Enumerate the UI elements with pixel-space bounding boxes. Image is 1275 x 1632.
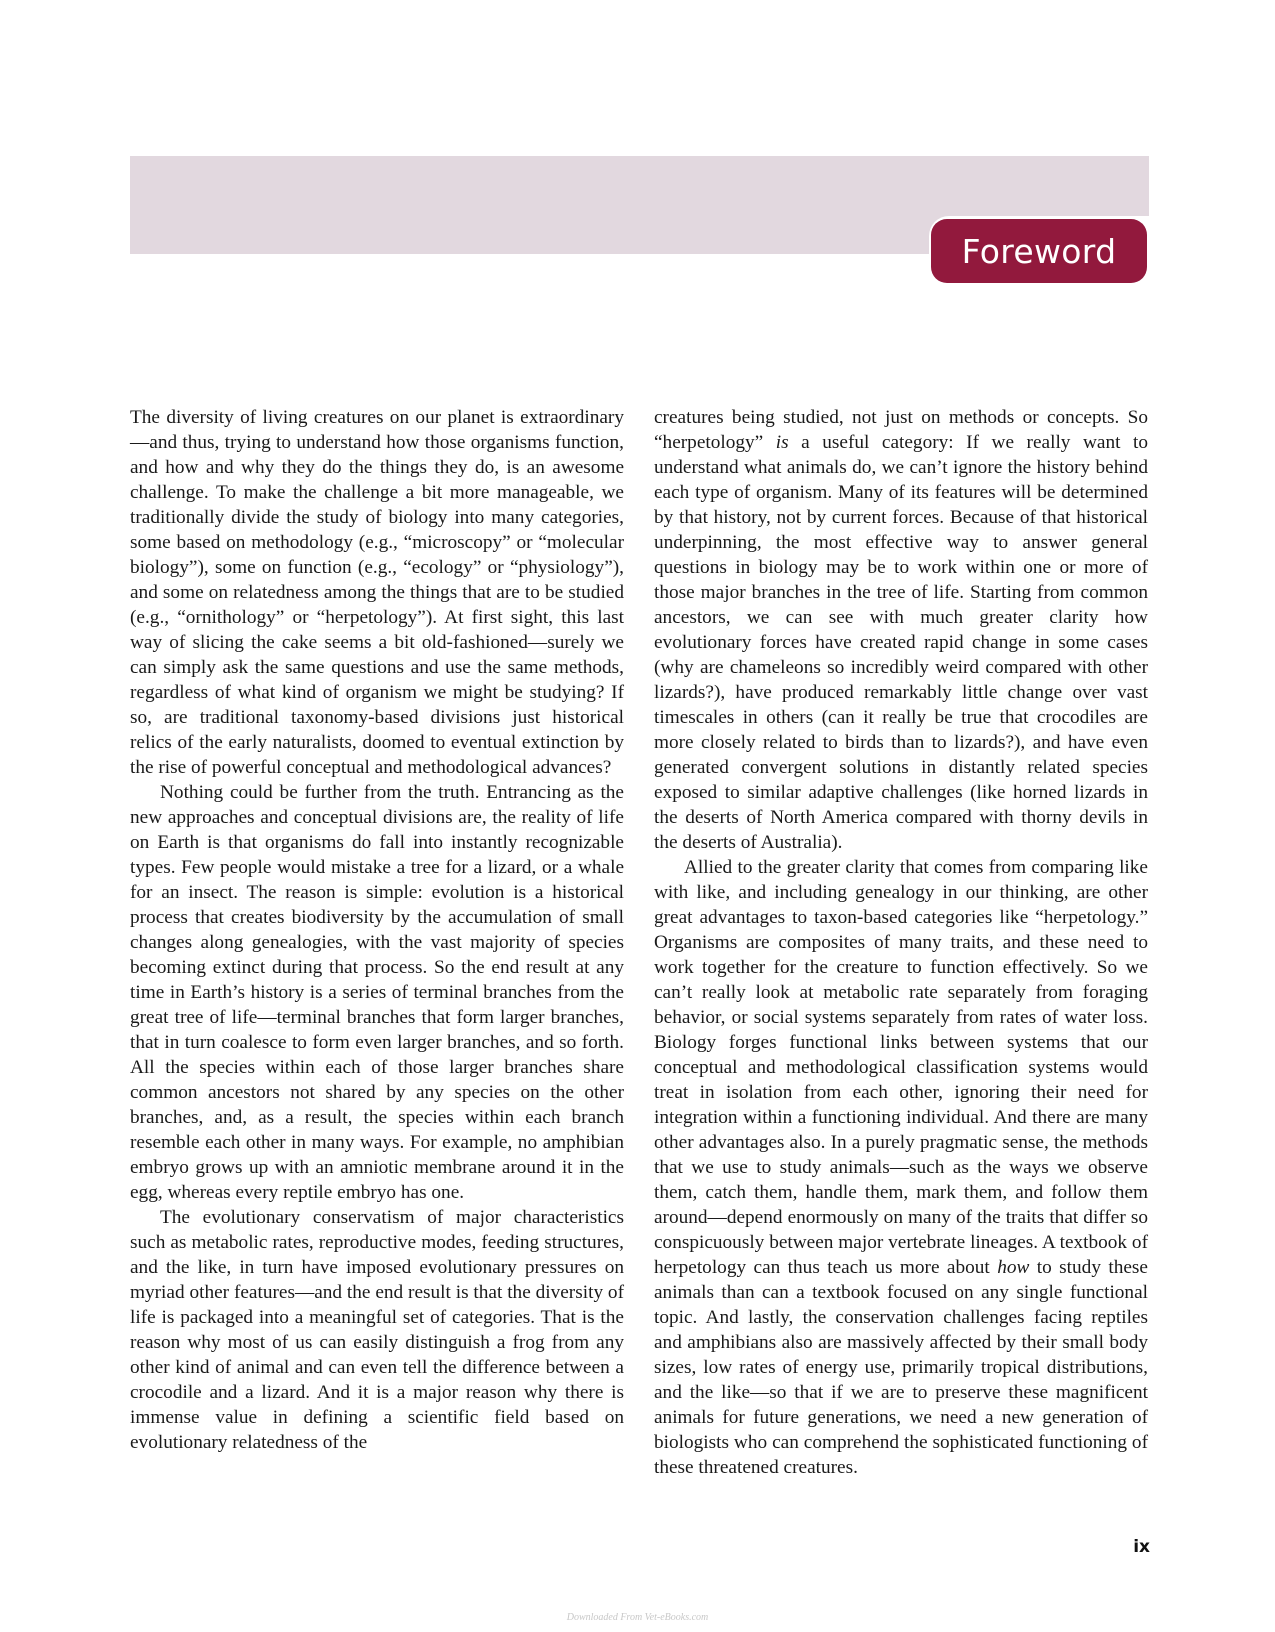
emphasis-text: how bbox=[997, 1257, 1030, 1278]
chapter-title: Foreword bbox=[961, 231, 1117, 271]
text-run: creatures being studied, not just on methods or concepts. So “herpetology” bbox=[654, 407, 1148, 453]
paragraph: The diversity of living creatures on our planet is extraordinary—and thus, trying to understand how those organisms function, and how and why they do the things they do, is an awesome challenge. To make the challenge a bit more manageable, we traditionally divide the study of biology into many categories, some based on methodology (e.g., “microscopy” or “molecular biology”), some on function (e.g., “ecology” or “physiology”), and some on relatedness among the things that are to be studied (e.g., “ornithology” or “herpetology”). At first sight, this last way of slicing the cake seems a bit old-fashioned—surely we can simply ask the same questions and use the same methods, regardless of what kind of organism we might be studying? If so, are traditional taxonomy-based divisions just historical relics of the early naturalists, doomed to eventual extinction by the rise of powerful conceptual and methodological advances? bbox=[130, 407, 624, 778]
paragraph: Nothing could be further from the truth. Entrancing as the new approaches and conceptual divisions are, the reality of life on Earth is that organisms do fall into instantly recognizable types. Few people would mistake a tree for a lizard, or a whale for an insect. The reason is simple: evolution is a historical process that creates biodiversity by the accumulation of small changes along genealogies, with the vast majority of species becoming extinct during that process. So the end result at any time in Earth’s history is a series of terminal branches from the great tree of life—terminal branches that form larger branches, that in turn coalesce to form even larger branches, and so forth. All the species within each of those larger branches share common ancestors not shared by any species on the other branches, and, as a result, the species within each branch resemble each other in many ways. For example, no amphibian embryo grows up with an amniotic membrane around it in the egg, whereas every reptile embryo has one. bbox=[130, 782, 624, 1203]
emphasis-text: is bbox=[775, 432, 789, 453]
text-run: Allied to the greater clarity that comes from comparing like with like, and including genealogy in our thinking, are other great advantages to taxon-based categories like “herpetology.” Organisms are composites of many traits, and these need to work together for the creature to function effectively. So we can’t really look at metabolic rate separately from foraging behavior, or social systems separately from rates of water loss. Biology forges functional links between systems that our conceptual and methodological classification systems would treat in isolation from each other, ignoring their need for integration within a functioning individual. And there are many other advantages also. In a purely pragmatic sense, the methods that we use to study animals—such as the ways we observe them, catch them, handle them, mark them, and follow them around—depend enormously on many of the traits that differ so conspicuously between major vertebrate lineages. A textbook of herpetology can thus teach us more about bbox=[654, 857, 1148, 1278]
page-number: ix bbox=[1133, 1537, 1150, 1557]
right-text-column bbox=[654, 405, 1148, 1480]
text-run: a useful category: If we really want to understand what animals do, we can’t ignore the history behind each type of organism. Many of its features will be determined by that history, not by current forces. Because of that historical underpinning, the most effective way to answer general questions in biology may be to work within one or more of those major branches in the tree of life. Starting from common ancestors, we can see with much greater clarity how evolutionary forces have created rapid change in some cases (why are chameleons so incredibly weird compared with other lizards?), have produced remarkably little change over vast timescales in others (can it really be true that crocodiles are more closely related to birds than to lizards?), and have even generated convergent solutions in distantly related species exposed to similar adaptive challenges (like horned lizards in the deserts of North America compared with thorny devils in the deserts of Australia). bbox=[654, 432, 1148, 853]
text-run: to study these animals than can a textbook focused on any single functional topic. And lastly, the conservation challenges facing reptiles and amphibians also are massively affected by their small body sizes, low rates of energy use, primarily tropical distributions, and the like—so that if we are to preserve these magnificent animals for future generations, we need a new generation of biologists who can comprehend the sophisticated functioning of these threatened creatures. bbox=[654, 1257, 1148, 1478]
chapter-title-badge bbox=[931, 219, 1147, 283]
paragraph bbox=[654, 405, 1148, 855]
watermark-text: Downloaded From Vet-eBooks.com bbox=[566, 1612, 709, 1623]
paragraph: The evolutionary conservatism of major characteristics such as metabolic rates, reproductive modes, feeding structures, and the like, in turn have imposed evolutionary pressures on myriad other features—and the end result is that the diversity of life is packaged into a meaningful set of categories. That is the reason why most of us can easily distinguish a frog from any other kind of animal and can even tell the difference between a crocodile and a lizard. And it is a major reason why there is immense value in defining a scientific field based on evolutionary relatedness of the bbox=[130, 1207, 624, 1453]
left-text-column bbox=[130, 405, 624, 1455]
paragraph bbox=[654, 855, 1148, 1480]
